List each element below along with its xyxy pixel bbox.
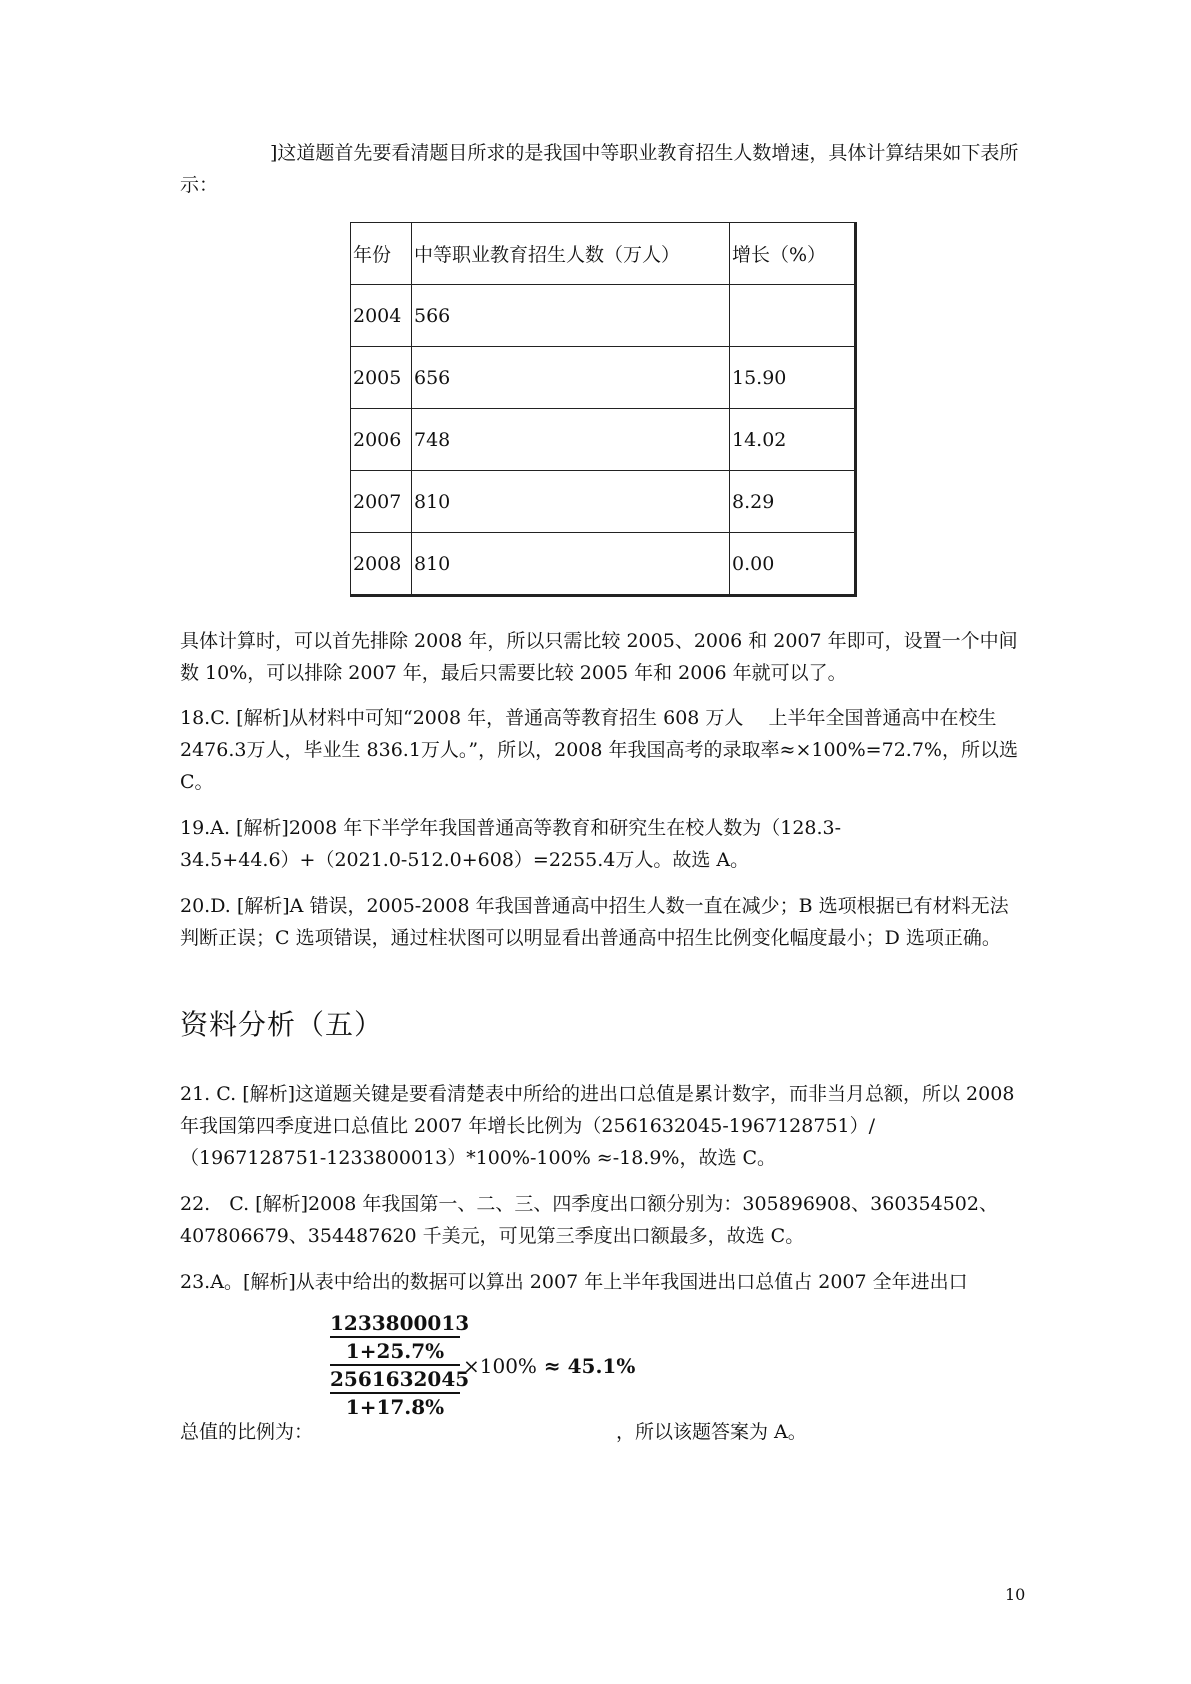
fraction-numerator-top: 1233800013 [330, 1310, 460, 1338]
table-cell-year: 2004 [351, 285, 412, 347]
table-cell-growth: 0.00 [730, 533, 856, 596]
formula-multiplier [463, 1354, 635, 1378]
formula-approx: ≈ [543, 1354, 561, 1378]
answer-18: 18.C. [解析]从材料中可知“2008 年，普通高等教育招生 608 万人 上半年全国普通高中在校生 2476.3万人，毕业生 836.1万人。”，所以，2008 年我国高考的录取率≈×100%=72.7%，所以选 C。 [180, 707, 1018, 793]
table-row [351, 409, 856, 471]
table-cell-growth: 14.02 [730, 409, 856, 471]
formula-result: 45.1% [567, 1354, 636, 1378]
after-table-paragraph: 具体计算时，可以首先排除 2008 年，所以只需比较 2005、2006 和 2007 年即可，设置一个中间数 10%，可以排除 2007 年，最后只需要比较 2005 年和 2006 年就可以了。 [180, 630, 1018, 684]
answer-23: 23.A。[解析]从表中给出的数据可以算出 2007 年上半年我国进出口总值占 2007 全年进出口 [180, 1271, 968, 1293]
answer-21: 21. C. [解析]这道题关键是要看清楚表中所给的进出口总值是累计数字，而非当月总额，所以 2008 年我国第四季度进口总值比 2007 年增长比例为（2561632045-1967128751）/（1967128751-1233800013）*100%-100% ≈-18.9%，故选 C。 [180, 1083, 1015, 1169]
section-heading: 资料分析（五） [180, 1008, 384, 1041]
table-cell-year: 2006 [351, 409, 412, 471]
answer-19: 19.A. [解析]2008 年下半学年我国普通高等教育和研究生在校人数为（128.3-34.5+44.6）+（2021.0-512.0+608）=2255.4万人。故选 A。 [180, 817, 842, 871]
table-cell-growth: 15.90 [730, 347, 856, 409]
fraction-numerator-bottom: 2561632045 [330, 1366, 460, 1394]
table-cell-growth: 8.29 [730, 471, 856, 533]
table-row [351, 471, 856, 533]
table-cell-growth [730, 285, 856, 347]
intro-paragraph: ]这道题首先要看清题目所求的是我国中等职业教育招生人数增速，具体计算结果如下表所示： [180, 142, 1019, 196]
table-header-count: 中等职业教育招生人数（万人） [412, 223, 730, 285]
page-number: 10 [1005, 1585, 1026, 1604]
table-cell-year: 2008 [351, 533, 412, 596]
answer-23-label: 总值的比例为： [180, 1421, 314, 1443]
table-row [351, 347, 856, 409]
table-cell-year: 2005 [351, 347, 412, 409]
table-header-year: 年份 [351, 223, 412, 285]
compound-fraction [330, 1310, 470, 1420]
answer-23-end: ，所以该题答案为 A。 [616, 1421, 807, 1443]
table-row [351, 285, 856, 347]
table-cell-count: 566 [412, 285, 730, 347]
table-cell-count: 810 [412, 533, 730, 596]
answer-22: 22. C. [解析]2008 年我国第一、二、三、四季度出口额分别为：305896908、360354502、407806679、354487620 千美元，可见第三季度出口额最多，故选 C。 [180, 1193, 998, 1247]
table-cell-count: 656 [412, 347, 730, 409]
enrollment-table [350, 222, 857, 597]
table-cell-count: 810 [412, 471, 730, 533]
formula-times: ×100% [463, 1354, 537, 1378]
fraction-denominator-top: 1+25.7% [345, 1339, 445, 1363]
fraction-denominator-bottom: 1+17.8% [345, 1395, 445, 1419]
table-header-row [351, 223, 856, 285]
table-row [351, 533, 856, 596]
table-cell-count: 748 [412, 409, 730, 471]
answer-20: 20.D. [解析]A 错误，2005-2008 年我国普通高中招生人数一直在减少；B 选项根据已有材料无法判断正误；C 选项错误，通过柱状图可以明显看出普通高中招生比例变化幅度最小；D 选项正确。 [180, 895, 1009, 949]
table-cell-year: 2007 [351, 471, 412, 533]
table-header-growth: 增长（%） [730, 223, 856, 285]
